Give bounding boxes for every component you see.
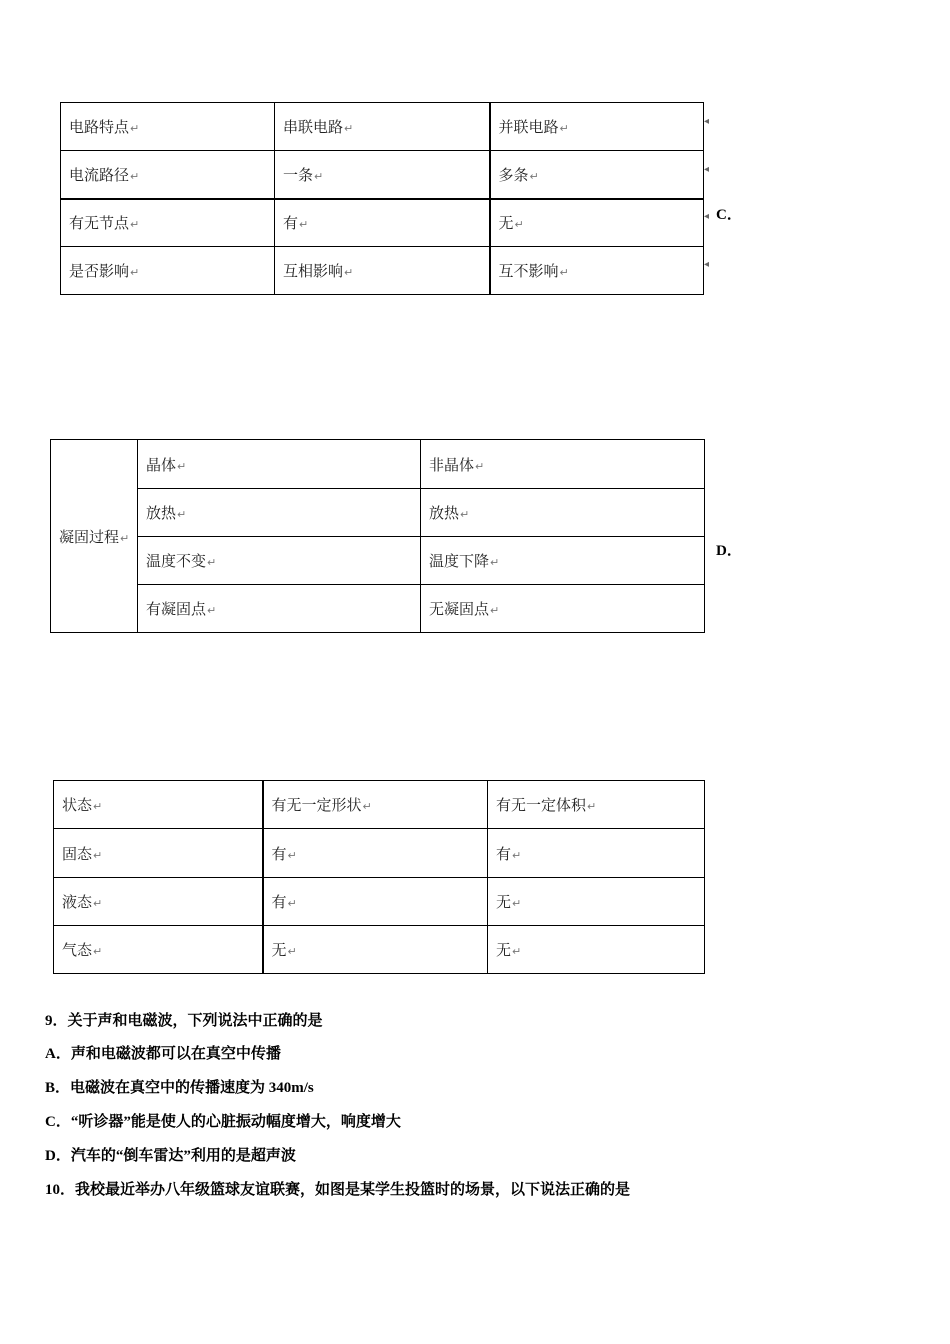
table-row bbox=[54, 878, 705, 926]
table-cell: 有↵ bbox=[275, 199, 490, 247]
question-9-stem: 9．关于声和电磁波，下列说法中正确的是 bbox=[45, 1013, 323, 1029]
table-cell: 多条↵ bbox=[490, 151, 704, 199]
table-cell: 是否影响↵ bbox=[61, 247, 275, 295]
table-cell: 状态↵ bbox=[54, 781, 263, 829]
option-label-d: D． bbox=[716, 543, 742, 559]
table-cell: 液态↵ bbox=[54, 878, 263, 926]
table-row bbox=[51, 585, 705, 633]
table-cell: 放热↵ bbox=[138, 489, 421, 537]
table-row bbox=[54, 781, 705, 829]
table-cell: 无↵ bbox=[490, 199, 704, 247]
table-row bbox=[54, 829, 705, 878]
table-row bbox=[51, 489, 705, 537]
table-cell: 互相影响↵ bbox=[275, 247, 490, 295]
row-end-mark: ◂ bbox=[704, 211, 710, 222]
table-cell: 有无一定形状↵ bbox=[263, 781, 488, 829]
table-cell: 无凝固点↵ bbox=[421, 585, 705, 633]
table-cell: 互不影响↵ bbox=[490, 247, 704, 295]
table-row bbox=[51, 537, 705, 585]
table-cell: 温度不变↵ bbox=[138, 537, 421, 585]
table-cell: 一条↵ bbox=[275, 151, 490, 199]
question-9-option-d: D．汽车的“倒车雷达”利用的是超声波 bbox=[45, 1148, 296, 1164]
row-end-mark: ◂ bbox=[704, 259, 710, 270]
table-row bbox=[51, 440, 705, 489]
table-row bbox=[61, 247, 704, 295]
table-cell: 并联电路↵ bbox=[490, 103, 704, 151]
circuit-comparison-table bbox=[60, 102, 704, 295]
table-cell: 串联电路↵ bbox=[275, 103, 490, 151]
row-end-mark: ◂ bbox=[704, 116, 710, 127]
question-9-option-b: B．电磁波在真空中的传播速度为 340m/s bbox=[45, 1080, 314, 1096]
states-of-matter-table bbox=[53, 780, 705, 974]
table-cell: 气态↵ bbox=[54, 926, 263, 974]
table-row bbox=[54, 926, 705, 974]
table-row bbox=[61, 103, 704, 151]
table-cell: 有凝固点↵ bbox=[138, 585, 421, 633]
table-row bbox=[61, 199, 704, 247]
table-cell: 无↵ bbox=[263, 926, 488, 974]
question-10-stem: 10．我校最近举办八年级篮球友谊联赛，如图是某学生投篮时的场景，以下说法正确的是 bbox=[45, 1182, 631, 1198]
table-cell: 非晶体↵ bbox=[421, 440, 705, 489]
table-cell: 放热↵ bbox=[421, 489, 705, 537]
row-end-mark: ◂ bbox=[704, 164, 710, 175]
question-9-option-a: A．声和电磁波都可以在真空中传播 bbox=[45, 1046, 281, 1062]
table-cell: 有无一定体积↵ bbox=[488, 781, 705, 829]
table-cell: 无↵ bbox=[488, 926, 705, 974]
table-cell: 有↵ bbox=[263, 829, 488, 878]
table-row bbox=[61, 151, 704, 199]
table-cell: 晶体↵ bbox=[138, 440, 421, 489]
option-label-c: C． bbox=[716, 207, 742, 223]
question-9-option-c: C．“听诊器”能是使人的心脏振动幅度增大，响度增大 bbox=[45, 1114, 401, 1130]
table-cell: 无↵ bbox=[488, 878, 705, 926]
table-cell: 固态↵ bbox=[54, 829, 263, 878]
table-cell: 有无节点↵ bbox=[61, 199, 275, 247]
table-cell: 电路特点↵ bbox=[61, 103, 275, 151]
solidification-table bbox=[50, 439, 705, 633]
table-cell: 有↵ bbox=[263, 878, 488, 926]
row-header-cell: 凝固过程↵ bbox=[51, 440, 138, 633]
table-cell: 有↵ bbox=[488, 829, 705, 878]
table-cell: 电流路径↵ bbox=[61, 151, 275, 199]
table-cell: 温度下降↵ bbox=[421, 537, 705, 585]
